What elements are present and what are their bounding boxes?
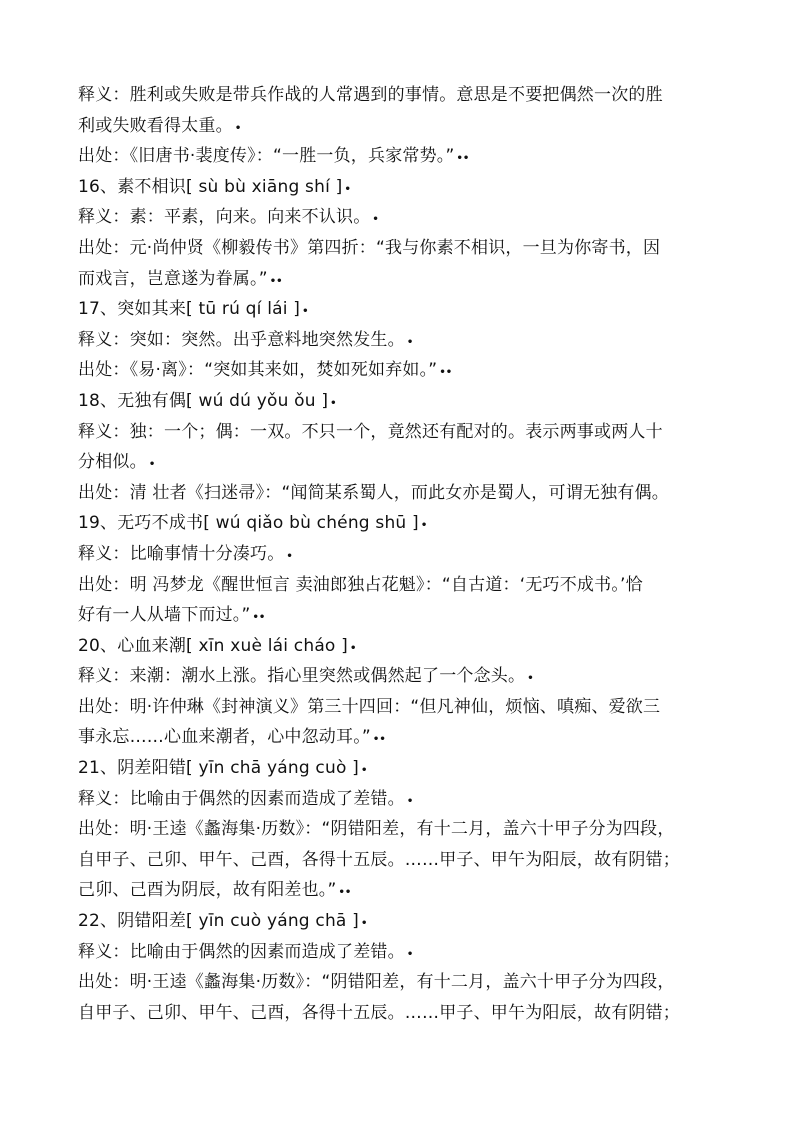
paragraph-mark: •• [372,734,386,746]
text-line [78,386,738,417]
text-line [78,325,738,356]
line-text: 出处：明 冯梦龙《醒世恒言 卖油郎独占花魁》：“自古道：‘无巧不成书。’恰 [78,574,643,595]
line-text: 出处：清 壮者《扫迷帚》：“闻简某系蜀人，而此女亦是蜀人，可谓无独有偶。 [78,482,669,503]
paragraph-mark: • [148,459,156,471]
line-text: 释义：比喻事情十分凑巧。 [78,543,285,564]
paragraph-mark: • [349,642,357,654]
text-line [78,845,738,876]
text-line [78,600,738,631]
text-line [78,570,738,601]
text-line [78,417,738,448]
line-text: 利或失败看得太重。 [78,115,233,136]
text-line [78,753,738,784]
text-line [78,80,738,111]
line-text: 自甲子、己卯、甲午、己酉，各得十五辰。……甲子、甲午为阳辰，故有阴错； [78,1002,680,1023]
text-line [78,722,738,753]
text-line [78,111,738,142]
line-text: 释义：独：一个；偶：一双。不只一个，竟然还有配对的。表示两事或两人十 [78,421,663,442]
paragraph-mark: •• [439,367,453,379]
paragraph-mark: • [372,214,379,226]
line-text: 20、心血来潮[ xīn xuè lái cháo ] [78,635,348,656]
paragraph-mark: •• [252,612,266,624]
line-text: 释义：素：平素，向来。向来不认识。 [78,207,371,228]
paragraph-mark: • [406,795,414,807]
line-text: 出处：明·王逵《蠡海集·历数》：“阴错阳差，有十二月，盖六十甲子分为四段， [78,819,675,840]
line-text: 释义：来潮：潮水上涨。指心里突然或偶然起了一个念头。 [78,666,526,687]
text-line [78,661,738,692]
line-text: 释义：突如：突然。出乎意料地突然发生。 [78,329,405,350]
paragraph-mark: • [330,397,337,409]
text-line [78,814,738,845]
line-text: 出处：《旧唐书·裴度传》：“一胜一负，兵家常势。” [78,146,455,167]
line-text: 而戏言，岂意遂为眷属。” [78,268,268,289]
line-text: 18、无独有偶[ wú dú yǒu ǒu ] [78,390,329,411]
text-line [78,141,738,172]
text-line [78,631,738,662]
text-line [78,906,738,937]
line-text: 16、素不相识[ sù bù xiāng shí ] [78,176,343,197]
text-line [78,539,738,570]
paragraph-mark: • [234,122,242,134]
line-text: 21、阴差阳错[ yīn chā yáng cuò ] [78,758,359,779]
line-text: 好有一人从墙下而过。” [78,605,251,626]
text-line [78,692,738,723]
line-text: 22、阴错阳差[ yīn cuò yáng chā ] [78,911,359,932]
text-line [78,998,738,1029]
paragraph-mark: •• [456,153,470,165]
text-line [78,967,738,998]
paragraph-mark: • [406,948,414,960]
paragraph-mark: • [527,673,534,685]
paragraph-mark: • [344,183,351,195]
text-line [78,937,738,968]
line-text: 出处：明·王逵《蠡海集·历数》：“阴错阳差，有十二月，盖六十甲子分为四段， [78,972,675,993]
line-text: 自甲子、己卯、甲午、己酉，各得十五辰。……甲子、甲午为阳辰，故有阴错； [78,849,680,870]
line-text: 出处：《易·离》：“突如其来如，焚如死如弃如。” [78,360,438,381]
paragraph-mark: • [360,765,368,777]
paragraph-mark: •• [338,887,352,899]
paragraph-mark: •• [269,275,283,287]
line-text: 17、突如其来[ tū rú qí lái ] [78,299,301,320]
text-line [78,172,738,203]
text-line [78,508,738,539]
text-line [78,447,738,478]
line-text: 出处：元·尚仲贤《柳毅传书》第四折：“我与你素不相识，一旦为你寄书，因 [78,237,661,258]
text-line [78,875,738,906]
paragraph-mark: • [420,520,428,532]
line-text: 释义：胜利或失败是带兵作战的人常遇到的事情。意思是不要把偶然一次的胜 [78,85,663,105]
paragraph-mark: • [302,306,309,318]
paragraph-mark: • [286,550,293,562]
text-line [78,784,738,815]
paragraph-mark: • [360,918,368,930]
text-line [78,355,738,386]
line-text: 释义：比喻由于偶然的因素而造成了差错。 [78,941,405,962]
line-text: 事永忘……心血来潮者，心中忽动耳。” [78,727,371,748]
text-line [78,478,738,509]
paragraph-mark: • [406,336,414,348]
document-page [78,80,738,1028]
text-line [78,202,738,233]
line-text: 己卯、己酉为阴辰，故有阳差也。” [78,880,337,901]
text-line [78,233,738,264]
line-text: 出处：明·许仲琳《封神演义》第三十四回：“但凡神仙，烦恼、嗔痴、爱欲三 [78,696,661,717]
line-text: 释义：比喻由于偶然的因素而造成了差错。 [78,788,405,809]
line-text: 19、无巧不成书[ wú qiǎo bù chéng shū ] [78,513,419,534]
text-line [78,294,738,325]
line-text: 分相似。 [78,452,147,473]
text-line [78,264,738,295]
